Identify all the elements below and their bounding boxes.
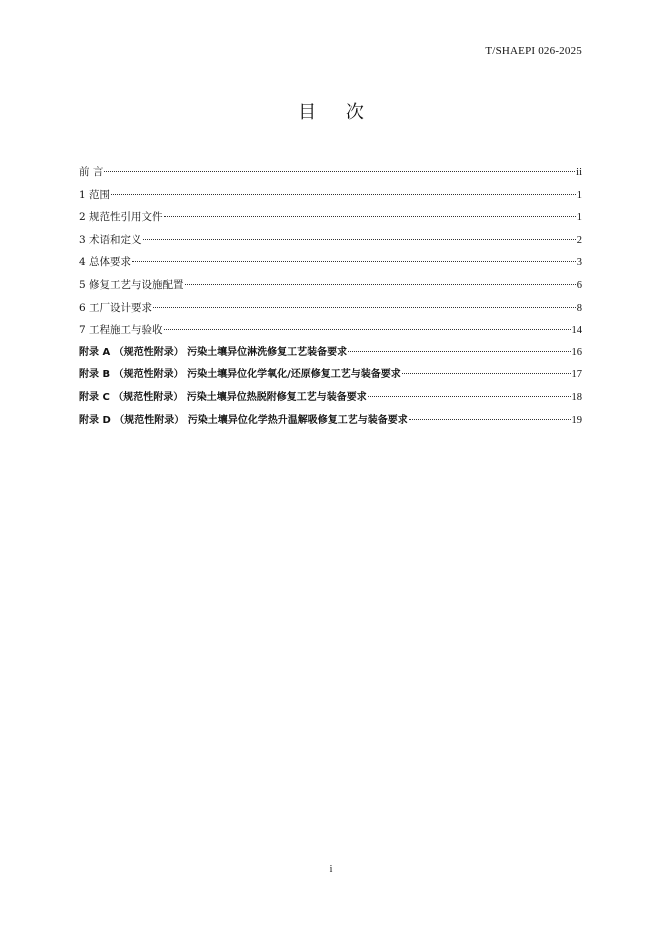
dot-leader: [153, 307, 576, 308]
dot-leader: [111, 194, 576, 195]
dot-leader: [409, 419, 571, 420]
toc-entry-page: ii: [576, 167, 582, 178]
page-number: i: [329, 864, 333, 875]
toc-entry-factory-design[interactable]: [79, 298, 582, 321]
toc-entry-remediation-process[interactable]: [79, 275, 582, 298]
document-code: T/SHAEPI 026-2025: [485, 45, 582, 57]
dot-leader: [185, 284, 576, 285]
dot-leader: [164, 216, 576, 217]
toc-entry-page: 8: [576, 302, 582, 314]
page-title: 目 次: [298, 102, 376, 123]
toc-entry-page: 1: [576, 212, 582, 224]
toc-entry-foreword[interactable]: [79, 162, 582, 185]
toc-entry-terms-definitions[interactable]: [79, 230, 582, 253]
toc-entry-appendix-c[interactable]: [79, 388, 582, 411]
dot-leader: [368, 396, 571, 397]
toc-entry-label: 附录 C （规范性附录） 污染土壤异位热脱附修复工艺与装备要求: [79, 391, 367, 403]
dot-leader: [402, 373, 571, 374]
toc-entry-page: 3: [576, 257, 582, 269]
table-of-contents: [79, 162, 582, 433]
toc-entry-page: 17: [571, 369, 582, 381]
toc-entry-general-requirements[interactable]: [79, 252, 582, 275]
toc-entry-label: 前 言: [79, 166, 104, 178]
toc-entry-label: 附录 A （规范性附录） 污染土壤异位淋洗修复工艺装备要求: [79, 346, 348, 358]
dot-leader: [132, 261, 576, 262]
toc-entry-label: 2 规范性引用文件: [79, 211, 163, 224]
toc-entry-label: 5 修复工艺与设施配置: [79, 278, 184, 291]
toc-entry-page: 18: [571, 391, 582, 403]
toc-entry-scope[interactable]: [79, 185, 582, 208]
toc-entry-appendix-a[interactable]: [79, 343, 582, 366]
dot-leader: [143, 239, 576, 240]
toc-entry-label: 1 范围: [79, 188, 111, 201]
dot-leader: [104, 171, 575, 172]
toc-entry-page: 2: [576, 234, 582, 246]
toc-entry-page: 1: [576, 189, 582, 201]
toc-entry-page: 6: [576, 279, 582, 291]
toc-entry-page: 14: [571, 325, 582, 337]
toc-entry-label: 7 工程施工与验收: [79, 324, 163, 337]
toc-entry-appendix-b[interactable]: [79, 365, 582, 388]
toc-entry-appendix-d[interactable]: [79, 411, 582, 434]
toc-entry-page: 19: [571, 414, 582, 426]
toc-entry-label: 3 术语和定义: [79, 233, 142, 246]
dot-leader: [164, 329, 571, 330]
dot-leader: [348, 351, 570, 352]
toc-entry-label: 6 工厂设计要求: [79, 301, 153, 314]
toc-entry-label: 附录 B （规范性附录） 污染土壤异位化学氧化/还原修复工艺与装备要求: [79, 369, 401, 381]
toc-entry-label: 4 总体要求: [79, 256, 132, 269]
toc-entry-normative-references[interactable]: [79, 207, 582, 230]
toc-entry-construction-acceptance[interactable]: [79, 320, 582, 343]
toc-entry-label: 附录 D （规范性附录） 污染土壤异位化学热升温解吸修复工艺与装备要求: [79, 414, 408, 426]
toc-entry-page: 16: [571, 346, 582, 358]
